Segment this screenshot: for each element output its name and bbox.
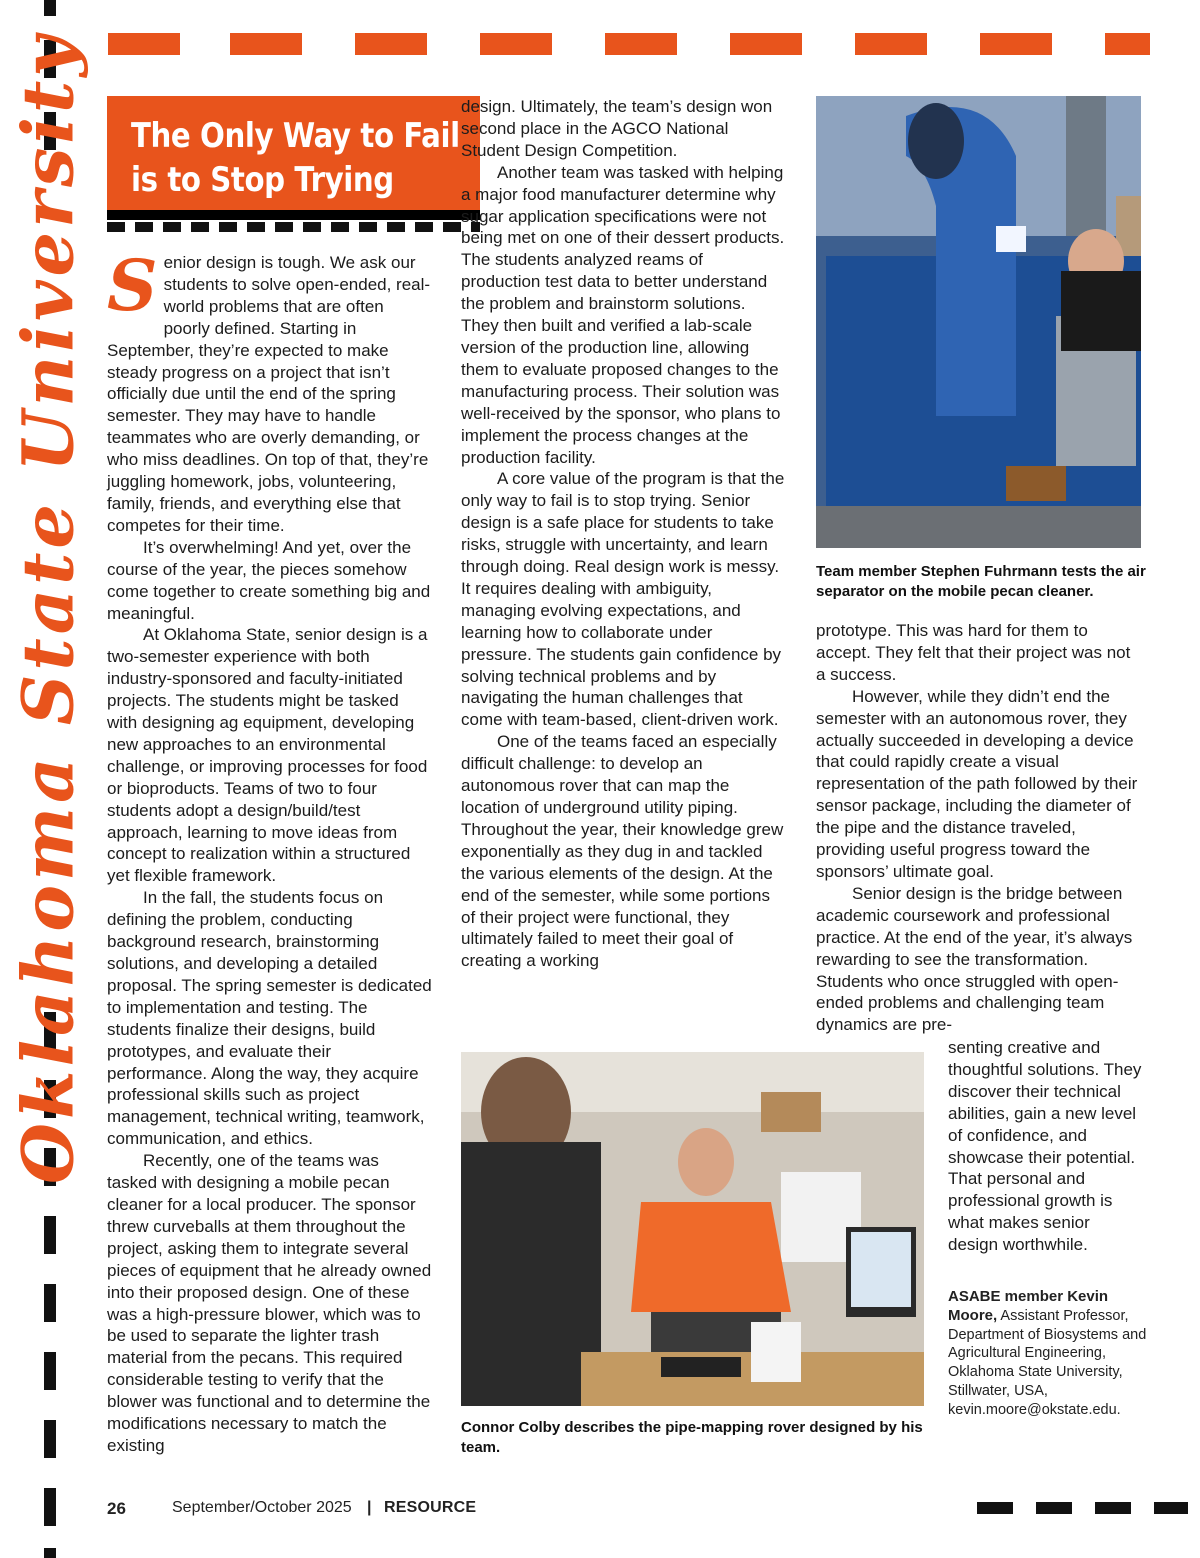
dropcap: S bbox=[107, 244, 158, 327]
article-column-1 bbox=[107, 244, 433, 1457]
footer-separator: | bbox=[367, 1499, 372, 1516]
paragraph: However, while they didn’t end the semester with an autonomous rover, they actually succeeded in developing a device that could rapidly create a visual representation of the path followed by their sensor package, including the diameter of the pipe and the distance traveled, providing useful progress toward the sponsors’ ultimate goal. bbox=[816, 686, 1138, 881]
publication-name: RESOURCE bbox=[384, 1499, 477, 1516]
article-title-line2: is to Stop Trying bbox=[131, 160, 394, 200]
university-vertical-title: Oklahoma State University bbox=[6, 32, 90, 1184]
paragraph: In the fall, the students focus on defining the problem, conducting background research, brainstorming solutions, and developing a detailed proposal. The spring semester is dedicated to implementation and testing. The students finalize their designs, build prototypes, and evaluate their performance. Along the way, they acquire professional skills such as project management, technical writing, teamwork, communication, and ethics. bbox=[107, 888, 432, 1149]
paragraph: design. Ultimately, the team’s design won second place in the AGCO National Student Design Competition. bbox=[461, 97, 773, 160]
article-column-2 bbox=[461, 96, 785, 972]
paragraph: At Oklahoma State, senior design is a two-semester experience with both industry-sponsored and faculty-initiated projects. The students might be tasked with designing ag equipment, developing new approaches to an environmental challenge, or improving processes for food or bioproducts. Teams of two to four students adopt a design/build/test approach, learning to move ideas from concept to realization within a structured yet flexible framework. bbox=[107, 625, 428, 886]
paragraph: It’s overwhelming! And yet, over the course of the year, the pieces somehow come together to create something big and meaningful. bbox=[107, 537, 431, 623]
paragraph: A core value of the program is that the only way to fail is to stop trying. Senior design is a safe place for students to take risks, struggle with uncertainty, and learn through doing. Real design work is messy. It requires dealing with ambiguity, managing evolving expectations, and learning how to collaborate under pressure. The students gain confidence by solving technical problems and by navigating the human challenges that come with team-based, client-driven work. bbox=[461, 469, 785, 730]
article-title-box bbox=[107, 96, 480, 220]
article-column-3-tail bbox=[948, 1037, 1144, 1256]
paragraph: One of the teams faced an especially difficult challenge: to develop an autonomous rover that can map the location of underground utility piping. Throughout the year, their knowledge grew exponentially as they dug in and tackled the various elements of the design. At the end of the semester, while some portions of their project were functional, they ultimately failed to meet their goal of creating a working bbox=[461, 732, 784, 971]
photo-caption-2: Connor Colby describes the pipe-mapping rover designed by his team. bbox=[461, 1419, 923, 1456]
paragraph: senting creative and thoughtful solutions. They discover their technical abilities, gain a new level of confidence, and showcase their potential. That personal and professional growth is what makes senior design worthwhile. bbox=[948, 1038, 1142, 1255]
article-column-3 bbox=[816, 620, 1142, 1036]
author-byline bbox=[948, 1288, 1148, 1420]
paragraph: enior design is tough. We ask our students to solve open-ended, real-world problems that are often poorly defined. Starting in September, they’re expected to make steady progress on a project that isn’t officially due until the end of the spring semester. They may have to handle teammates who are overly demanding, or who miss deadlines. On top of that, they’re juggling homework, jobs, volunteering, family, friends, and everything else that competes for their time. bbox=[107, 253, 431, 535]
paragraph: Recently, one of the teams was tasked with designing a mobile pecan cleaner for a local producer. The sponsor threw curveballs at them throughout the project, asking them to integrate several pieces of equipment that he already owned into their proposed design. One of these was a high-pressure blower, which was to be used to separate the lighter trash material from the pecans. This required considerable testing to verify that the blower was functional and to determine the modifications necessary to match the existing bbox=[107, 1151, 432, 1455]
author-affiliation: Assistant Professor, Department of Biosystems and Agricultural Engineering, Oklahoma State University, Stillwater, USA, kevin.moore@okstate.edu. bbox=[948, 1307, 1147, 1418]
issue-date: September/October 2025 bbox=[172, 1499, 352, 1516]
paragraph: prototype. This was hard for them to accept. They felt that their project was not a success. bbox=[816, 621, 1131, 684]
photo-caption-1: Team member Stephen Fuhrmann tests the air separator on the mobile pecan cleaner. bbox=[816, 563, 1146, 600]
article-title-line1: The Only Way to Fail bbox=[131, 116, 460, 156]
paragraph: Senior design is the bridge between academic coursework and professional practice. At the end of the year, it’s always rewarding to see the transformation. Students who once struggled with open-ended problems and challenging team dynamics are pre- bbox=[816, 883, 1133, 1035]
title-dash-underline bbox=[107, 222, 480, 232]
page-number: 26 bbox=[107, 1499, 126, 1518]
author-name: ASABE member Kevin Moore, bbox=[948, 1288, 1109, 1324]
rover-presentation-photo bbox=[461, 1052, 924, 1406]
paragraph: Another team was tasked with helping a major food manufacturer determine why sugar application specifications were not being met on one of their dessert products. The students analyzed reams of production test data to better understand the problem and brainstorm solutions. They then built and verified a lab-scale version of the production line, allowing them to evaluate proposed changes to the manufacturing process. Their solution was well-received by the sponsor, who plans to implement the process changes at the production facility. bbox=[461, 162, 785, 467]
page-footer bbox=[107, 1499, 477, 1519]
pecan-cleaner-photo bbox=[816, 96, 1141, 548]
article-title bbox=[131, 114, 460, 202]
